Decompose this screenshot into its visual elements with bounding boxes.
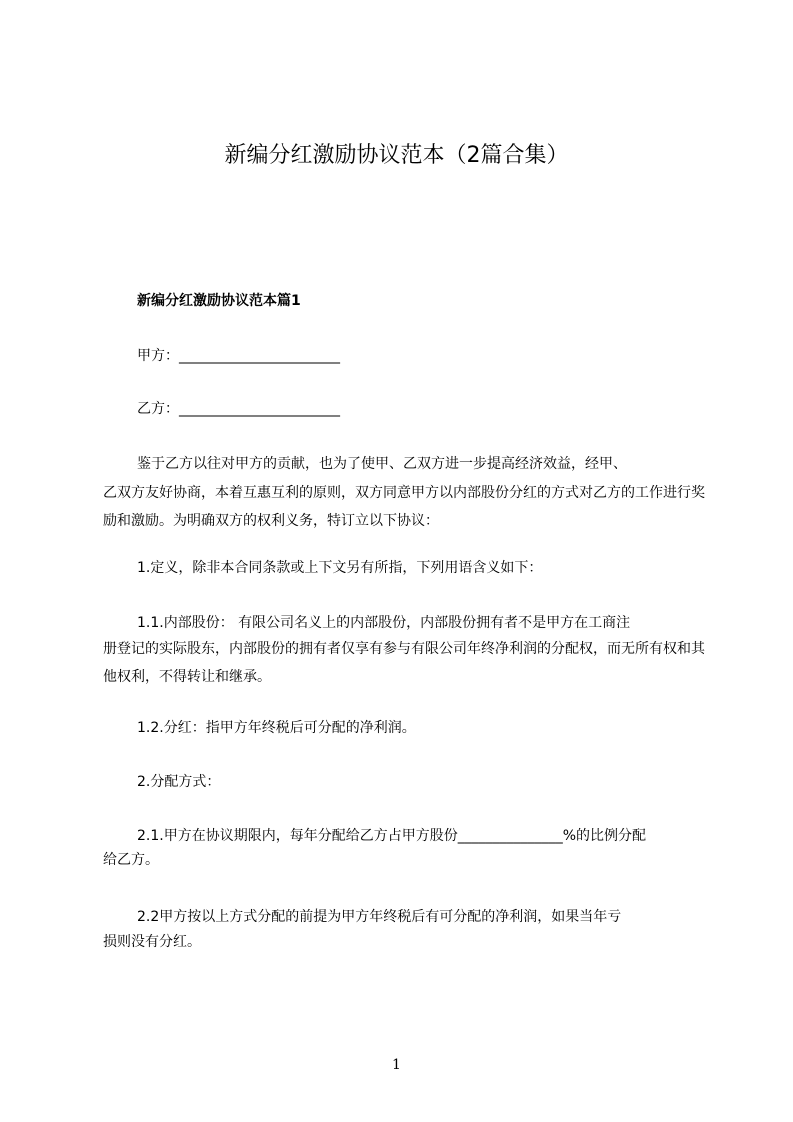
page-number: 1 [392,1057,401,1073]
clause-2-1-line1: 2.1.甲方在协议期限内，每年分配给乙方占甲方股份_______________%的比例分配 [137,828,647,844]
party-b-line: 乙方：_______________________ [137,401,340,417]
clause-1: 1.定义，除非本合同条款或上下文另有所指，下列用语含义如下： [137,560,543,576]
section-heading: 新编分红激励协议范本篇1 [137,293,301,309]
clause-2-2-rest: 损则没有分红。 [103,934,201,950]
document-title: 新编分红激励协议范本（2篇合集） [224,143,569,168]
intro-paragraph-rest: 乙双方友好协商，本着互惠互利的原则，双方同意甲方以内部股份分红的方式对乙方的工作进行奖励和激励。为明确双方的权利义务，特订立以下协议： [103,485,705,529]
clause-2: 2.分配方式： [137,774,221,790]
clause-1-1-line1: 1.1.内部股份： 有限公司名义上的内部股份，内部股份拥有者不是甲方在工商注 [137,615,631,631]
party-a-line: 甲方：_______________________ [137,348,340,364]
clause-2-2-line1: 2.2甲方按以上方式分配的前提为甲方年终税后有可分配的净利润，如果当年亏 [137,909,622,925]
clause-2-1-rest: 给乙方。 [103,852,159,868]
intro-paragraph-line1: 鉴于乙方以往对甲方的贡献，也为了使甲、乙双方进一步提高经济效益，经甲、 [137,456,627,472]
clause-1-1-rest: 册登记的实际股东，内部股份的拥有者仅享有参与有限公司年终净利润的分配权，而无所有权和其他权利，不得转让和继承。 [103,641,705,685]
clause-1-2: 1.2.分红：指甲方年终税后可分配的净利润。 [137,720,416,736]
